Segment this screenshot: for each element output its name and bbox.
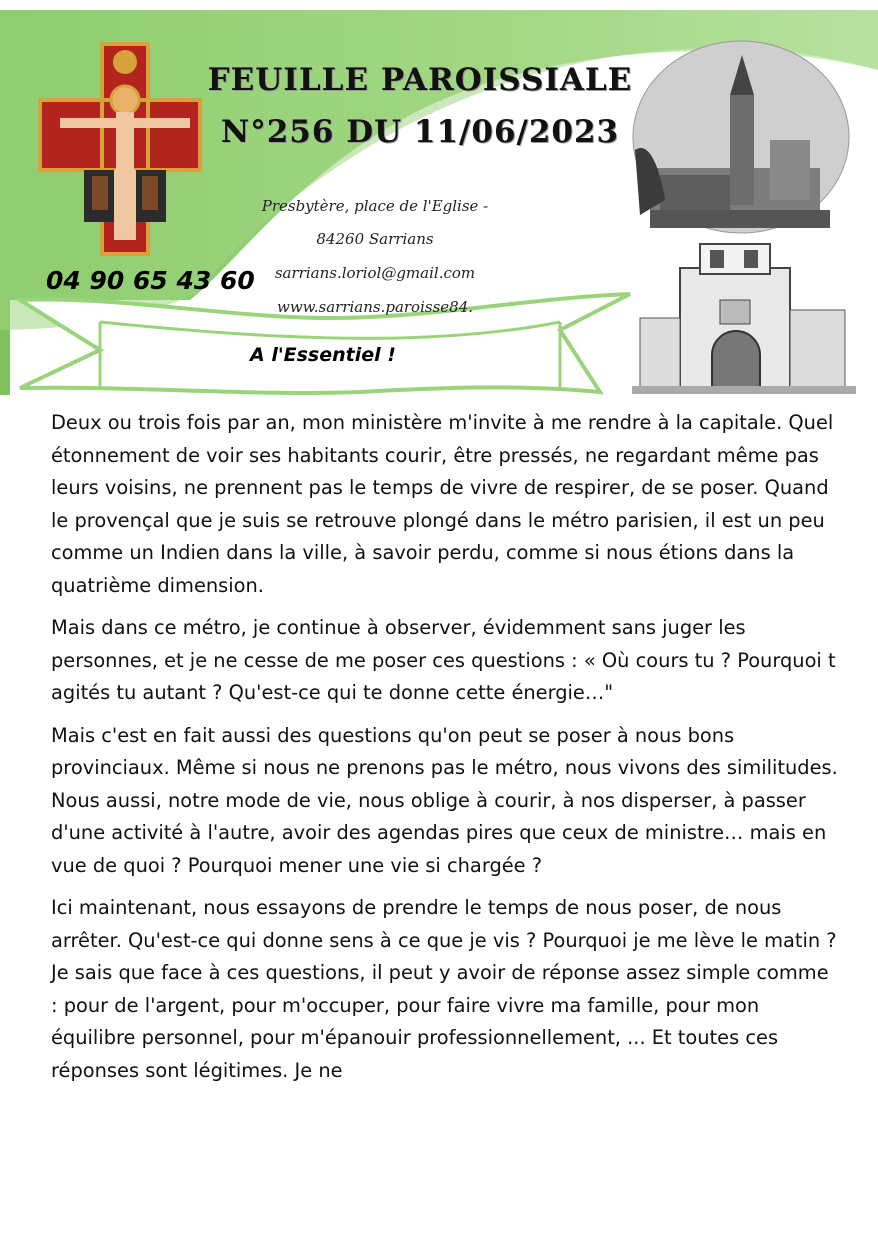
address-line-1: Presbytère, place de l'Eglise -: [261, 197, 489, 215]
paragraph: Ici maintenant, nous essayons de prendre le temps de nous poser, de nous arrêter. Qu'est-ce qui donne sens à ce que je vis ? Pourquoi je me lève le matin ? Je sais que face à ces questions, il peut y avoir de réponse assez simple comme : pour de l'argent, pour m'occuper, pour faire vivre ma famille, pour mon équilibre personnel, pour m'épanouir professionnellement, ... Et toutes ces réponses sont légitimes. Je ne: [51, 896, 837, 1082]
issue-number-date: N°256 DU 11/06/2023: [220, 114, 620, 150]
church-drawing: [632, 236, 856, 396]
paragraph: Mais c'est en fait aussi des questions qu'on peut se poser à nous bons provinciaux. Même si nous ne prenons pas le métro, nous vivons des similitudes. Nous aussi, notre mode de vie, nous oblige à courir, à nos disperser, à passer d'une activité à l'autre, avoir des agendas pires que ceux de ministre… mais en vue de quoi ? Pourquoi mener une vie si chargée ?: [51, 723, 838, 877]
article-heading: A l'Essentiel !: [250, 344, 396, 366]
page-title: FEUILLE PAROISSIALE: [207, 62, 633, 98]
address-line-2: 84260 Sarrians: [316, 230, 434, 248]
article-body: [51, 407, 841, 1097]
website-link[interactable]: www.sarrians.paroisse84.: [276, 298, 474, 316]
email-link[interactable]: sarrians.loriol@gmail.com: [274, 264, 476, 282]
phone-number: 04 90 65 43 60: [46, 266, 255, 295]
page-header: [0, 0, 878, 400]
paragraph: Mais dans ce métro, je continue à observer, évidemment sans juger les personnes, et je ne cesse de me poser ces questions : « Où cours tu ? Pourquoi t agités tu autant ? Qu'est-ce qui te donne cette énergie…": [51, 616, 836, 704]
church-photo: [633, 41, 849, 233]
paragraph: Deux ou trois fois par an, mon ministère m'invite à me rendre à la capitale. Quel étonnement de voir ses habitants courir, être pressés, ne regardant même pas leurs voisins, ne prennent pas le temps de vivre de respirer, de se poser. Quand le provençal que je suis se retrouve plongé dans le métro parisien, il est un peu comme un Indien dans la ville, à savoir perdu, comme si nous étions dans la quatrième dimension.: [51, 411, 834, 597]
